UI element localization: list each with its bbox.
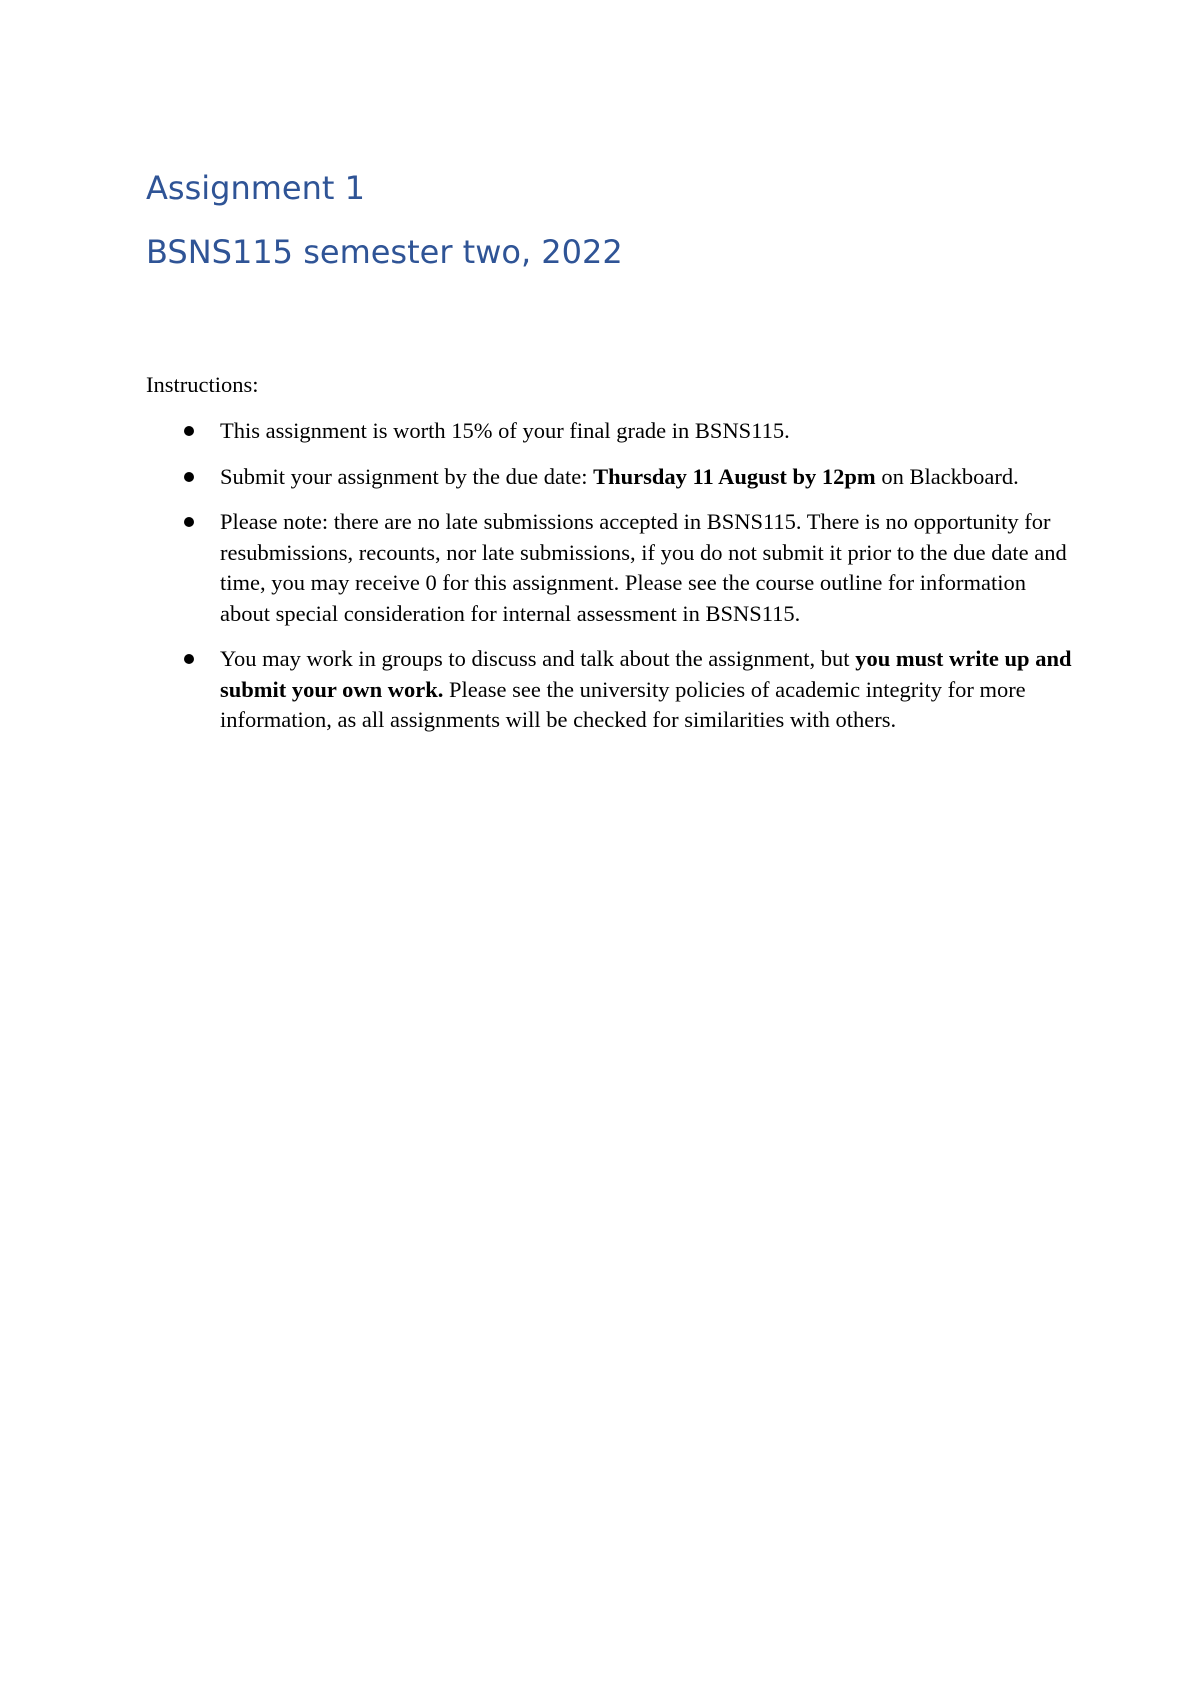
- own-work-emphasis: you must write up and submit your own work.: [220, 646, 1072, 702]
- document-title: Assignment 1: [146, 169, 365, 207]
- bullet-text: This assignment is worth 15% of your final grade in BSNS115.: [220, 418, 790, 443]
- bullet-icon: [184, 472, 194, 482]
- list-item: [146, 644, 1076, 736]
- list-item: [146, 416, 1076, 447]
- instructions-list: [146, 416, 1076, 751]
- bullet-text-lead: Submit your assignment by the due date:: [220, 463, 594, 489]
- list-item: [146, 507, 1076, 629]
- due-date-emphasis: Thursday 11 August by 12pm: [593, 463, 876, 489]
- bullet-text: [220, 646, 1071, 732]
- bullet-text: [220, 464, 1019, 489]
- bullet-icon: [184, 517, 194, 527]
- bullet-text-tail: Please see the university policies of academic integrity for more information, as all assignments will be checked for similarities with others.: [220, 676, 1026, 732]
- bullet-text: Please note: there are no late submissions accepted in BSNS115. There is no opportunity for resubmissions, recounts, nor late submissions, if you do not submit it prior to the due date and time, you may receive 0 for this assignment. Please see the course outline for information about special consideration for internal assessment in BSNS115.: [220, 509, 1067, 626]
- list-item: [146, 462, 1076, 493]
- document-subtitle: BSNS115 semester two, 2022: [146, 233, 623, 271]
- bullet-icon: [184, 654, 194, 664]
- bullet-text-lead: You may work in groups to discuss and talk about the assignment, but: [220, 646, 856, 671]
- bullet-icon: [184, 426, 194, 436]
- bullet-text-tail: on Blackboard.: [875, 463, 1019, 489]
- instructions-label: Instructions:: [146, 372, 259, 397]
